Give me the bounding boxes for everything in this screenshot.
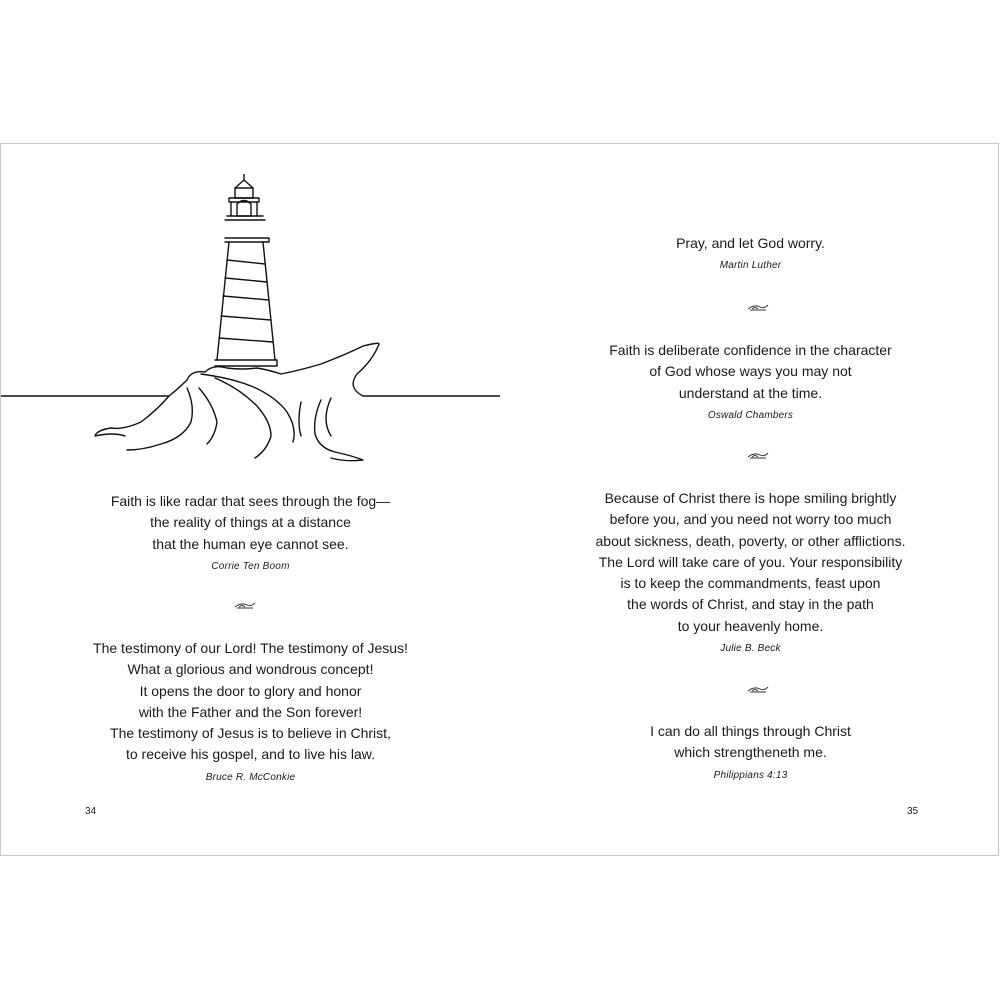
lighthouse-illustration (1, 174, 500, 474)
quote-line: Faith is like radar that sees through the fog— (110, 493, 391, 509)
quote-line: What a glorious and wondrous concept! (127, 661, 374, 678)
flourish-icon (746, 684, 770, 694)
quote-author: Corrie Ten Boom (211, 560, 290, 572)
quote-line: I can do all things through Christ (650, 723, 851, 739)
quote-author: Philippians 4:13 (713, 769, 788, 781)
quote-line: that the human eye cannot see. (152, 535, 349, 552)
quote-block (1, 638, 500, 783)
quote-line: Faith is deliberate confidence in the character (609, 342, 892, 358)
right-page (501, 144, 1000, 855)
quote-line: before you, and you need not worry too much (609, 511, 892, 528)
quote-line: about sickness, death, poverty, or other afflictions. (595, 532, 906, 549)
quote-text (1, 638, 500, 766)
quote-text (501, 233, 1000, 254)
flourish-icon (746, 302, 770, 312)
book-spread (0, 143, 999, 856)
quote-line: It opens the door to glory and honor (139, 682, 362, 699)
quote-block (501, 721, 1000, 781)
quote-block (501, 340, 1000, 421)
quote-line: Because of Christ there is hope smiling brightly (604, 490, 897, 506)
quote-line: understand at the time. (678, 384, 823, 401)
quote-line: The testimony of Jesus is to believe in Christ, (110, 725, 391, 742)
quote-author: Bruce R. McConkie (205, 771, 296, 783)
quote-text (501, 340, 1000, 404)
quote-text (501, 488, 1000, 637)
quote-line: to receive his gospel, and to live his law. (125, 746, 376, 763)
quote-author: Oswald Chambers (707, 409, 794, 421)
quote-line: which strengtheneth me. (674, 744, 827, 761)
quote-author: Julie B. Beck (720, 643, 781, 655)
quote-line: The testimony of our Lord! The testimony of Jesus! (93, 640, 408, 656)
quote-line: with the Father and the Son forever! (138, 703, 363, 720)
quote-line: is to keep the commandments, feast upon (620, 575, 881, 592)
page-number: 34 (85, 806, 97, 817)
flourish-icon (746, 450, 770, 460)
quote-line: of God whose ways you may not (649, 363, 852, 380)
flourish-icon (233, 600, 257, 610)
page-number: 35 (907, 806, 919, 817)
quote-line: the reality of things at a distance (150, 514, 351, 531)
quote-text (1, 491, 500, 555)
quote-block (501, 488, 1000, 654)
left-page (1, 144, 500, 855)
quote-line: The Lord will take care of you. Your responsibility (598, 553, 903, 570)
quote-line: the words of Christ, and stay in the path (627, 596, 874, 613)
quote-line: Pray, and let God worry. (676, 235, 825, 251)
quote-author: Martin Luther (719, 260, 782, 272)
quote-line: to your heavenly home. (677, 617, 824, 634)
quote-block (501, 233, 1000, 271)
quote-block (1, 491, 500, 572)
quote-text (501, 721, 1000, 764)
